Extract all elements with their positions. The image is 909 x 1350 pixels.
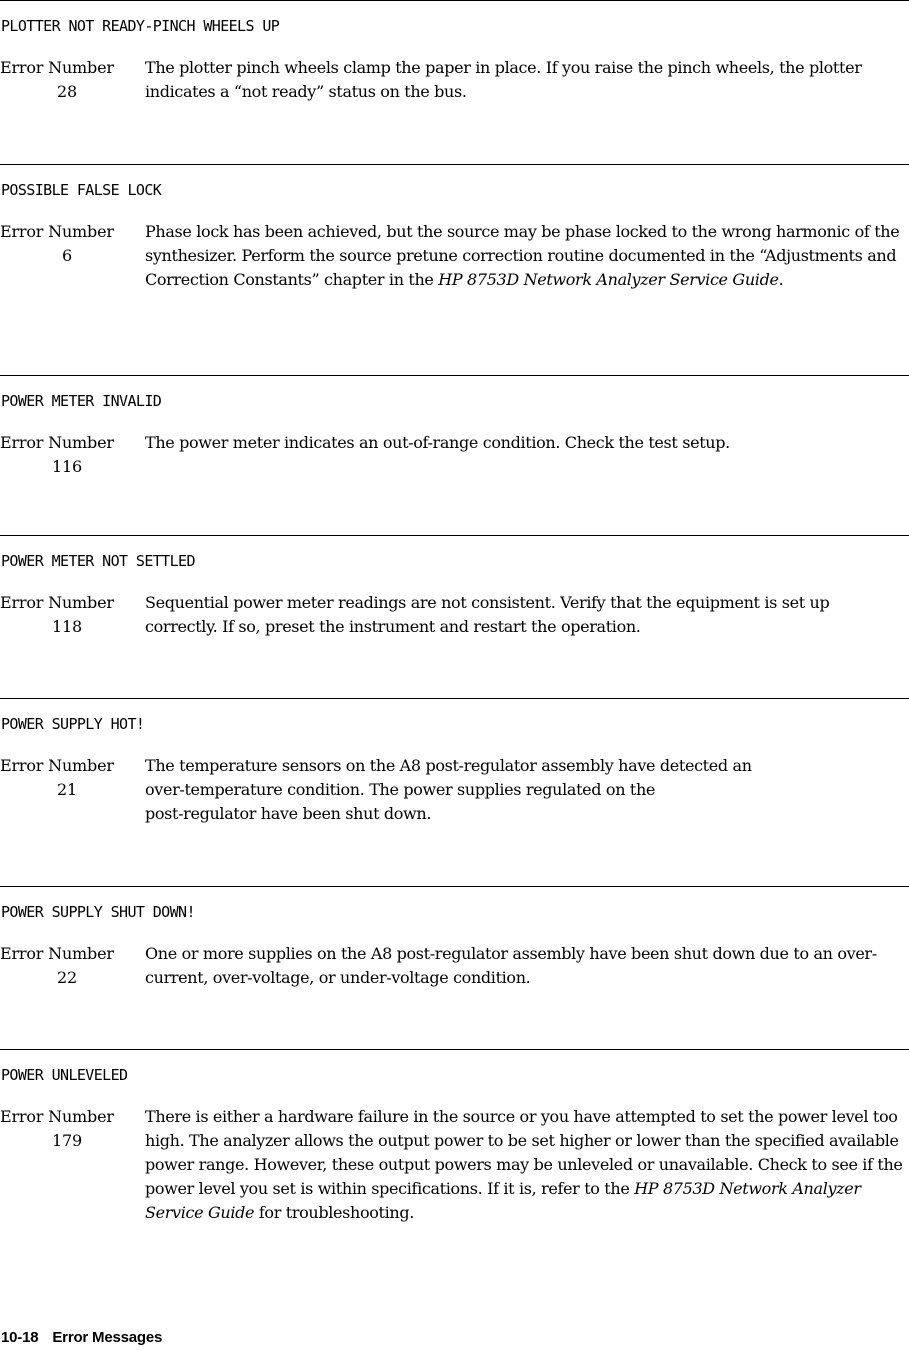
page-number: 10-18 [1, 1329, 39, 1346]
divider [0, 698, 909, 699]
error-title: POWER METER INVALID [1, 392, 162, 410]
error-entry-power-meter-invalid [0, 375, 909, 476]
error-number: 21 [57, 780, 77, 799]
error-number-label [0, 1105, 134, 1153]
description-line: The temperature sensors on the A8 post-regulator assembly have detected an [145, 756, 752, 775]
error-entry-plotter-not-ready [0, 0, 909, 101]
divider [0, 1049, 909, 1050]
error-number-caption: Error Number [0, 58, 114, 77]
error-number-caption: Error Number [0, 1107, 114, 1126]
error-number: 116 [52, 457, 82, 476]
divider [0, 535, 909, 536]
error-description [145, 754, 905, 826]
section-title: Error Messages [52, 1329, 163, 1346]
error-number-label [0, 942, 134, 990]
error-description: Sequential power meter readings are not consistent. Verify that the equipment is set up correctly. If so, preset the instrument and restart the operation. [145, 593, 830, 636]
error-entry-possible-false-lock [0, 164, 909, 289]
error-entry-power-supply-hot [0, 698, 909, 823]
error-number-label [0, 431, 134, 479]
error-number: 179 [52, 1131, 82, 1150]
error-title: PLOTTER NOT READY-PINCH WHEELS UP [1, 17, 280, 35]
error-title: POWER METER NOT SETTLED [1, 552, 195, 570]
error-description [145, 220, 905, 292]
error-title: POWER SUPPLY HOT! [1, 715, 145, 733]
error-title: POWER SUPPLY SHUT DOWN! [1, 903, 195, 921]
divider [0, 0, 909, 1]
error-number: 22 [57, 968, 77, 987]
divider [0, 375, 909, 376]
error-entry-power-supply-shut-down [0, 886, 909, 987]
error-description: The plotter pinch wheels clamp the paper in place. If you raise the pinch wheels, the plotter indicates a “not ready” status on the bus. [145, 58, 862, 101]
error-number-label [0, 754, 134, 802]
error-number-caption: Error Number [0, 593, 114, 612]
error-number-label [0, 591, 134, 639]
error-number-caption: Error Number [0, 944, 114, 963]
description-text: There is either a hardware failure in the source or you have attempted to set the power level too high. The analyzer allows the output power to be set higher or lower than the specified available power range. However, these output powers may be unleveled or unavailable. Check to see if the power level you set is within specifications. If it is, refer to the [145, 1107, 903, 1198]
error-title: POWER UNLEVELED [1, 1066, 128, 1084]
description-line: post-regulator have been shut down. [145, 804, 432, 823]
service-guide-title: HP 8753D Network Analyzer Service Guide [438, 270, 779, 289]
error-number-caption: Error Number [0, 433, 114, 452]
divider [0, 164, 909, 165]
divider [0, 886, 909, 887]
description-text-end: . [778, 270, 784, 289]
error-number: 118 [52, 617, 82, 636]
error-entry-power-unleveled [0, 1049, 909, 1222]
error-number: 28 [57, 82, 77, 101]
service-guide-title: HP 8753D Network Analyzer Service Guide [145, 1179, 861, 1222]
page-footer [1, 1329, 162, 1346]
error-description: The power meter indicates an out-of-range condition. Check the test setup. [145, 433, 730, 452]
error-description: One or more supplies on the A8 post-regulator assembly have been shut down due to an over-current, over-voltage, or under-voltage condition. [145, 944, 877, 987]
error-number-label [0, 220, 134, 268]
description-text: Phase lock has been achieved, but the source may be phase locked to the wrong harmonic of the synthesizer. Perform the source pretune correction routine documented in the “Adjustments and Correction Constants” chapter in the [145, 222, 900, 289]
error-title: POSSIBLE FALSE LOCK [1, 181, 162, 199]
error-description [145, 1105, 905, 1225]
description-line: over-temperature condition. The power supplies regulated on the [145, 780, 656, 799]
error-number: 6 [62, 246, 72, 265]
error-number-caption: Error Number [0, 756, 114, 775]
error-entry-power-meter-not-settled [0, 535, 909, 636]
error-number-caption: Error Number [0, 222, 114, 241]
error-number-label [0, 56, 134, 104]
description-text-end: for troubleshooting. [254, 1203, 414, 1222]
